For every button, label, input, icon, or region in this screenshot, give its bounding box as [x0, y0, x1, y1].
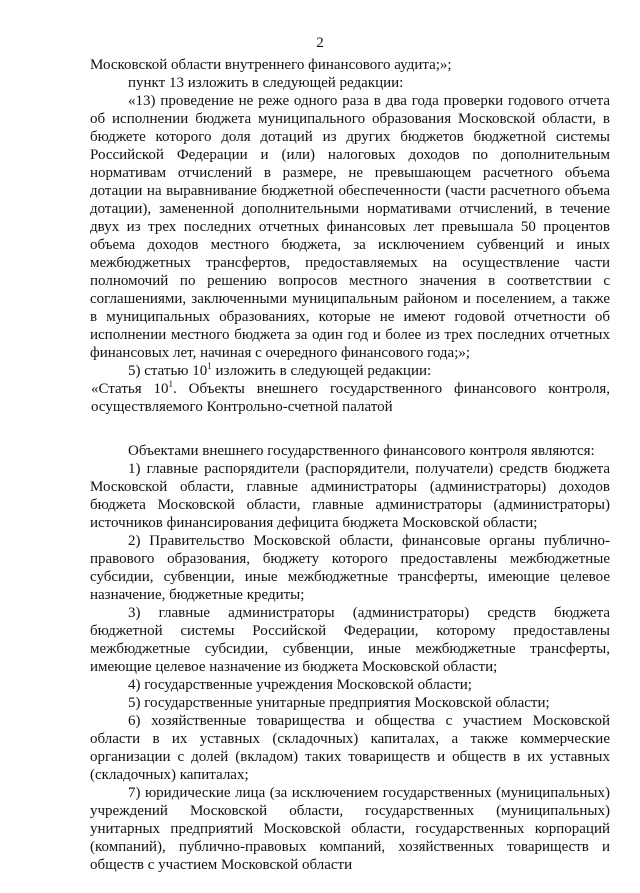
list-item-7: 7) юридические лица (за исключением государственных (муниципальных) учреждений Московской области, государственных (муниципальных) унитарных предприятий Московской области, государственных корпораций (компаний), публично-правовых компаний, хозяйственных товариществ и обществ с участием Московской области — [90, 785, 610, 873]
list-item-6: 6) хозяйственные товарищества и общества с участием Московской области в их уставных (складочных) капиталах, а также коммерческие организации с долей (вкладом) таких товариществ и обществ в их уставных (складочных) капиталах; — [90, 713, 610, 783]
article-amendment-suffix: изложить в следующей редакции: — [215, 363, 432, 379]
list-item-2: 2) Правительство Московской области, финансовые органы публично-правового образования, бюджету которого предоставлены межбюджетные субсидии, субвенции, иные межбюджетные трансферты, имеющие целевое назначение, бюджетные кредиты; — [90, 533, 610, 603]
paragraph-item-13-text: «13) проведение не реже одного раза в два года проверки годового отчета об исполнении бюджета муниципального образования Московской области, в бюджете которого доля дотаций из других бюджетов бюджетной системы Российской Федерации и (или) налоговых доходов по дополнительным нормативам отчислений в размере, не превышающем расчетного объема дотации на выравнивание бюджетной обеспеченности (части расчетного объема дотации), замененной дополнительными нормативами отчислений, в течение двух из трех последних отчетных финансовых лет превышала 50 процентов объема доходов местного бюджета, за исключением субвенций и иных межбюджетных трансфертов, предоставляемых на осуществление части полномочий по решению вопросов местного значения в соответствии с соглашениями, заключенными муниципальным районом и поселением, а также в муниципальных образованиях, которые не имеют годовой отчетности об исполнении местного бюджета за один год и более из трех последних отчетных финансовых лет, начиная с очередного финансового года;»; — [90, 93, 610, 361]
article-heading-superscript: 1 — [168, 379, 174, 389]
page-number: 2 — [316, 35, 324, 51]
paragraph-item-13-intro: пункт 13 изложить в следующей редакции: — [128, 75, 404, 91]
paragraph-article-amendment — [90, 362, 610, 380]
article-heading-prefix: «Статья 10 — [91, 381, 169, 397]
section-spacer — [90, 416, 610, 442]
list-item-3: 3) главные администраторы (администраторы) средств бюджета бюджетной системы Российской Федерации, которому предоставлены межбюджетные субсидии, субвенции, иные межбюджетные трансферты, имеющие целевое назначение из бюджета Московской области; — [90, 605, 610, 675]
article-heading — [90, 380, 610, 416]
superscript-one: 1 — [207, 361, 212, 371]
paragraph-continuation: Московской области внутреннего финансового аудита;»; — [90, 57, 452, 73]
article-amendment-prefix: 5) статью 10 — [128, 363, 208, 379]
document-body — [90, 56, 610, 874]
objects-intro: Объектами внешнего государственного финансового контроля являются: — [128, 443, 595, 459]
list-item-4: 4) государственные учреждения Московской области; — [128, 677, 472, 693]
list-item-5: 5) государственные унитарные предприятия Московской области; — [128, 695, 550, 711]
list-item-1: 1) главные распорядители (распорядители, получатели) средств бюджета Московской области, главные администраторы (администраторы) доходов бюджета Московской области, главные администраторы (администраторы) источников финансирования дефицита бюджета Московской области; — [90, 461, 610, 531]
article-heading-title: . Объекты внешнего государственного финансового контроля, осуществляемого Контрольно-счетной палатой — [91, 381, 610, 415]
